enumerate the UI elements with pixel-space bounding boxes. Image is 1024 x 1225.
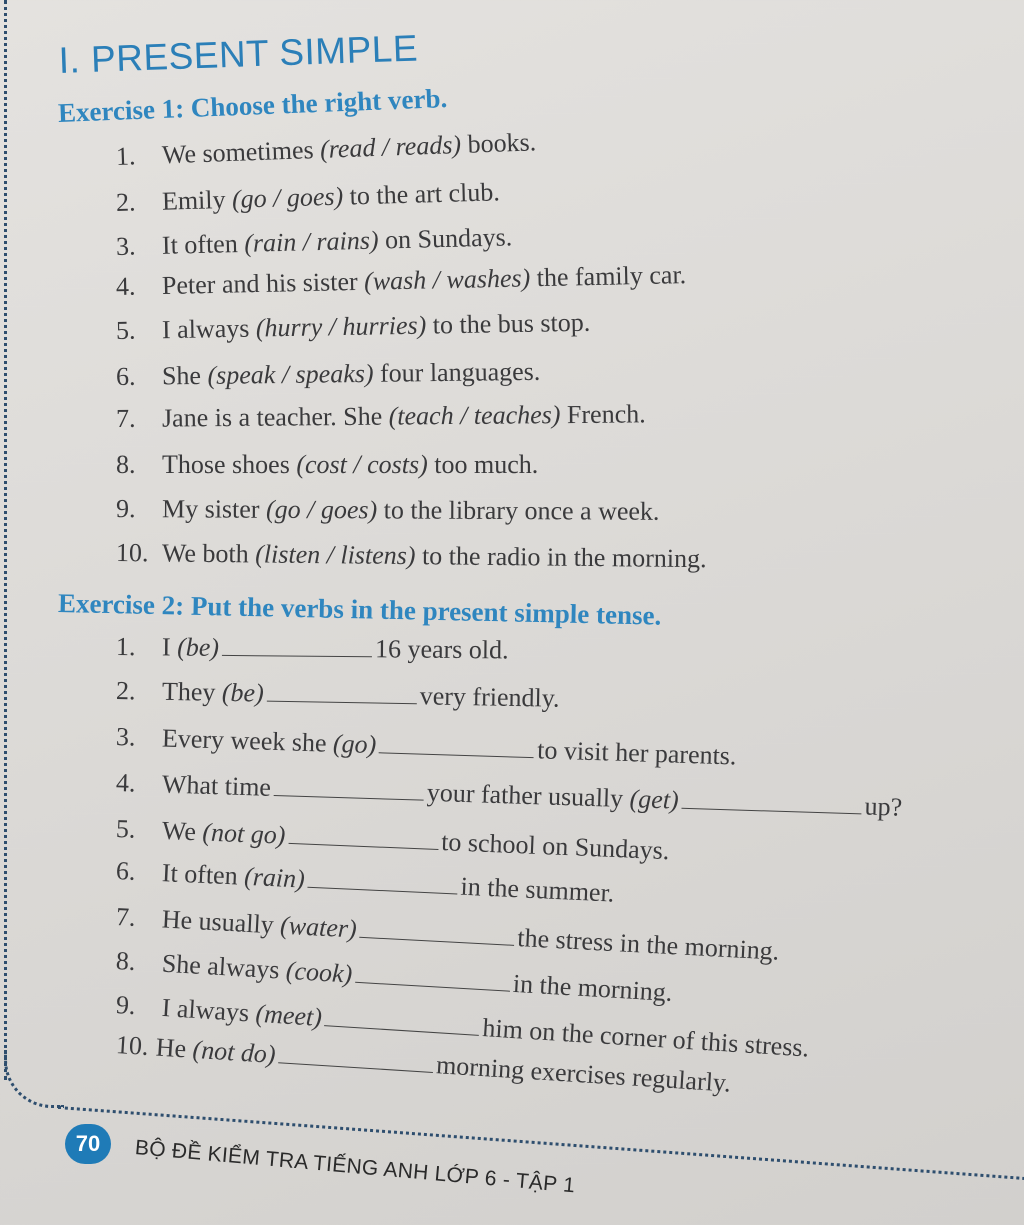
item-text: in the summer. [459,871,615,908]
item-number: 5. [115,315,136,345]
item-text: your father usually [426,777,631,814]
item-number: 6. [115,856,137,886]
exercise-1-item [116,538,707,574]
item-number: 3. [115,231,136,261]
item-number: 9. [115,990,137,1021]
exercise-1-item [116,450,538,480]
item-number: 9. [115,494,136,524]
item-text: to the library once a week. [377,495,660,526]
left-dotted-border [4,0,7,1080]
item-number: 8. [115,946,137,977]
verb-prompt: (get) [629,784,680,815]
book-title: BỘ ĐỀ KIỂM TRA TIẾNG ANH LỚP 6 - TẬP 1 [134,1136,577,1198]
item-number: 4. [115,271,136,301]
verb-choice: (go / goes) [265,494,378,525]
item-text: to visit her parents. [536,735,737,771]
item-text: too much. [427,450,539,479]
verb-choice: (wash / washes) [363,263,531,296]
exercise-2-item [115,814,670,866]
answer-blank[interactable] [681,788,862,815]
item-number: 1. [115,141,136,171]
item-text: 16 years old. [374,634,509,665]
item-text: I [161,632,178,662]
section-title: I. PRESENT SIMPLE [58,27,419,81]
verb-choice: (speak / speaks) [207,358,374,390]
exercise-2-item [115,856,615,909]
verb-prompt: (be) [221,677,265,708]
item-text: What time [161,769,272,802]
answer-blank[interactable] [324,1005,480,1036]
item-number: 8. [116,450,136,479]
item-text: We sometimes [161,134,321,170]
item-text: French. [560,399,646,430]
exercise-2-item [116,768,903,823]
answer-blank[interactable] [278,1042,434,1073]
item-text: It often [161,858,245,891]
item-text: Peter and his sister [161,266,365,301]
verb-choice: (listen / listens) [255,539,416,571]
answer-blank[interactable] [222,635,372,657]
item-text: We both [161,538,256,569]
exercise-2-item [116,632,509,665]
item-text: Those shoes [162,450,297,479]
verb-choice: (teach / teaches) [388,400,561,431]
item-text: morning exercises regularly. [435,1050,732,1098]
answer-blank[interactable] [288,823,439,850]
item-text: They [161,676,223,707]
verb-prompt: (not do) [191,1034,277,1070]
item-number: 3. [115,722,136,752]
item-number: 4. [115,768,136,798]
item-text: four languages. [373,356,541,388]
answer-blank[interactable] [274,775,425,801]
exercise-1-item [116,308,591,346]
answer-blank[interactable] [379,732,535,758]
exercise-1-item [115,127,536,172]
verb-choice: (cost / costs) [296,450,428,479]
item-number: 10. [115,1030,150,1062]
answer-blank[interactable] [267,681,417,705]
corner-dotted-border [4,1050,64,1108]
item-text: I always [161,992,257,1028]
exercise-2-heading: Exercise 2: Put the verbs in the present simple tense. [57,588,662,631]
item-text: She always [161,948,287,985]
verb-prompt: (not go) [201,817,287,850]
item-text: She [161,360,208,391]
item-number: 2. [115,676,136,706]
exercise-1-item [116,222,513,262]
verb-choice: (rain / rains) [243,225,379,258]
item-text: to school on Sundays. [440,827,670,866]
exercise-1-heading: Exercise 1: Choose the right verb. [57,83,448,128]
verb-choice: (hurry / hurries) [255,310,427,343]
verb-prompt: (cook) [285,955,354,989]
item-text: to the art club. [342,177,501,211]
item-text: My sister [161,494,267,524]
item-number: 1. [115,632,136,662]
verb-prompt: (go) [332,728,377,760]
item-text: up? [864,791,903,822]
verb-prompt: (rain) [243,861,306,894]
item-text: We [161,815,204,847]
item-text: to the radio in the morning. [415,541,707,574]
item-text: It often [161,228,245,260]
answer-blank[interactable] [359,917,515,946]
verb-choice: (read / reads) [319,129,462,164]
exercise-1-item [116,494,660,527]
item-text: He [155,1032,194,1064]
item-number: 6. [115,361,136,391]
item-text: very friendly. [419,681,560,713]
exercise-2-item [116,722,737,771]
answer-blank[interactable] [307,867,458,895]
answer-blank[interactable] [355,962,511,992]
item-text: I always [161,313,257,345]
exercise-1-item [116,399,646,434]
item-text: the stress in the morning. [516,923,780,966]
item-number: 7. [115,403,136,433]
item-text: to the bus stop. [425,307,591,340]
exercise-1-item [116,357,541,392]
item-text: on Sundays. [378,222,513,255]
verb-prompt: (meet) [254,998,323,1032]
item-text: Jane is a teacher. She [161,401,389,433]
item-text: books. [460,127,537,159]
exercise-1-item [116,260,687,302]
verb-prompt: (water) [279,910,358,944]
exercise-2-item [116,676,560,714]
verb-prompt: (be) [177,632,220,662]
item-number: 7. [115,902,137,933]
exercise-1-item [116,177,501,218]
item-number: 10. [115,538,149,568]
verb-choice: (go / goes) [231,181,344,214]
item-text: the family car. [529,260,687,293]
item-number: 5. [115,814,137,844]
item-text: in the morning. [512,968,674,1008]
page-number-badge: 70 [65,1124,111,1164]
item-text: Every week she [161,723,334,758]
item-text: Emily [161,184,233,216]
item-text: him on the corner of this stress. [481,1013,810,1063]
item-text: He usually [161,904,281,940]
item-number: 2. [115,187,136,217]
